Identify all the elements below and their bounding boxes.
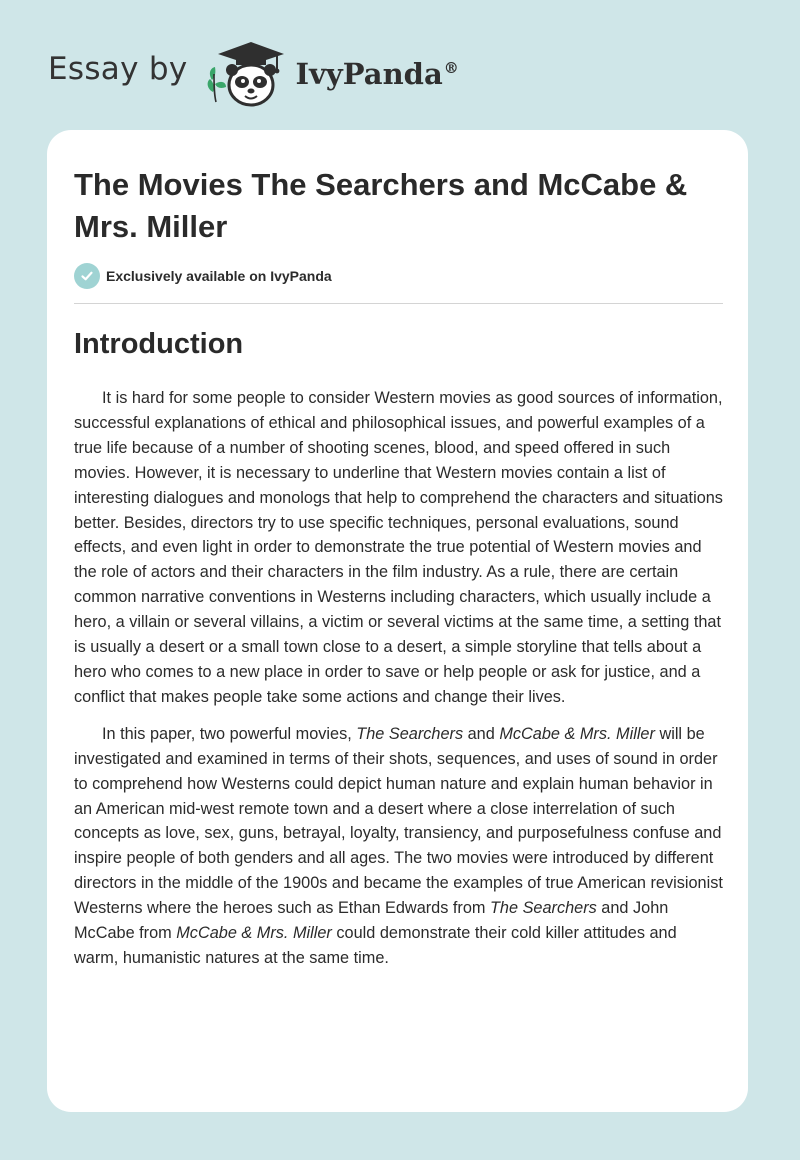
paragraph-2: In this paper, two powerful movies, The Searchers and McCabe & Mrs. Miller will be investigated and examined in terms of their shots, sequences, and uses of sound in order to comprehend how Westerns could depict human nature and explain human behavior in an American mid-west remote town and a desert where a close interrelation of such concepts as love, sex, guns, betrayal, loyalty, transiency, and purposefulness confuse and inspire people of both genders and all ages. The two movies were introduced by different directors in the middle of the 1900s and became the examples of true American revisionist Westerns where the heroes such as Ethan Edwards from The Searchers and John McCabe from McCabe & Mrs. Miller could demonstrate their cold killer attitudes and warm, humanistic natures at the same time. xyxy=(74,724,723,967)
essay-title: The Movies The Searchers and McCabe & Mrs. Miller xyxy=(74,167,688,244)
title-divider xyxy=(74,303,723,304)
film-title-mccabe: McCabe & Mrs. Miller xyxy=(499,724,655,743)
registered-mark: ® xyxy=(443,59,459,78)
brand-header xyxy=(48,34,459,110)
check-icon xyxy=(74,263,100,289)
film-title-searchers: The Searchers xyxy=(356,724,464,743)
exclusive-badge xyxy=(74,263,332,289)
film-title-searchers-2: The Searchers xyxy=(489,899,597,918)
essay-body xyxy=(74,386,724,983)
brand-prefix: Essay by xyxy=(48,51,188,87)
exclusive-badge-text: Exclusively available on IvyPanda xyxy=(106,268,332,284)
brand-name: IvyPanda® xyxy=(295,57,459,91)
paragraph-1: It is hard for some people to consider Western movies as good sources of information, successful explanations of ethical and philosophical issues, and powerful examples of a true life because of a number of shooting scenes, blood, and speed offered in such movies. However, it is necessary to underline that Western movies contain a list of interesting dialogues and monologs that help to comprehend the characters and situations better. Besides, directors try to use specific techniques, personal evaluations, sound effects, and even light in order to demonstrate the true potential of Western movies and the role of actors and their characters in the film industry. As a rule, there are certain common narrative conventions in Westerns including characters, which usually include a hero, a villain or several villains, a victim or several victims at the same time, a setting that is usually a desert or a small town close to a desert, a simple storyline that tells about a hero who comes to a new place in order to save or help people or ask for justice, and a conflict that makes people take some actions and change their lives. xyxy=(74,389,723,706)
film-title-mccabe-2: McCabe & Mrs. Miller xyxy=(176,924,332,943)
section-heading-introduction: Introduction xyxy=(74,328,244,360)
essay-card xyxy=(47,130,748,1112)
panda-graduate-icon xyxy=(202,34,294,110)
